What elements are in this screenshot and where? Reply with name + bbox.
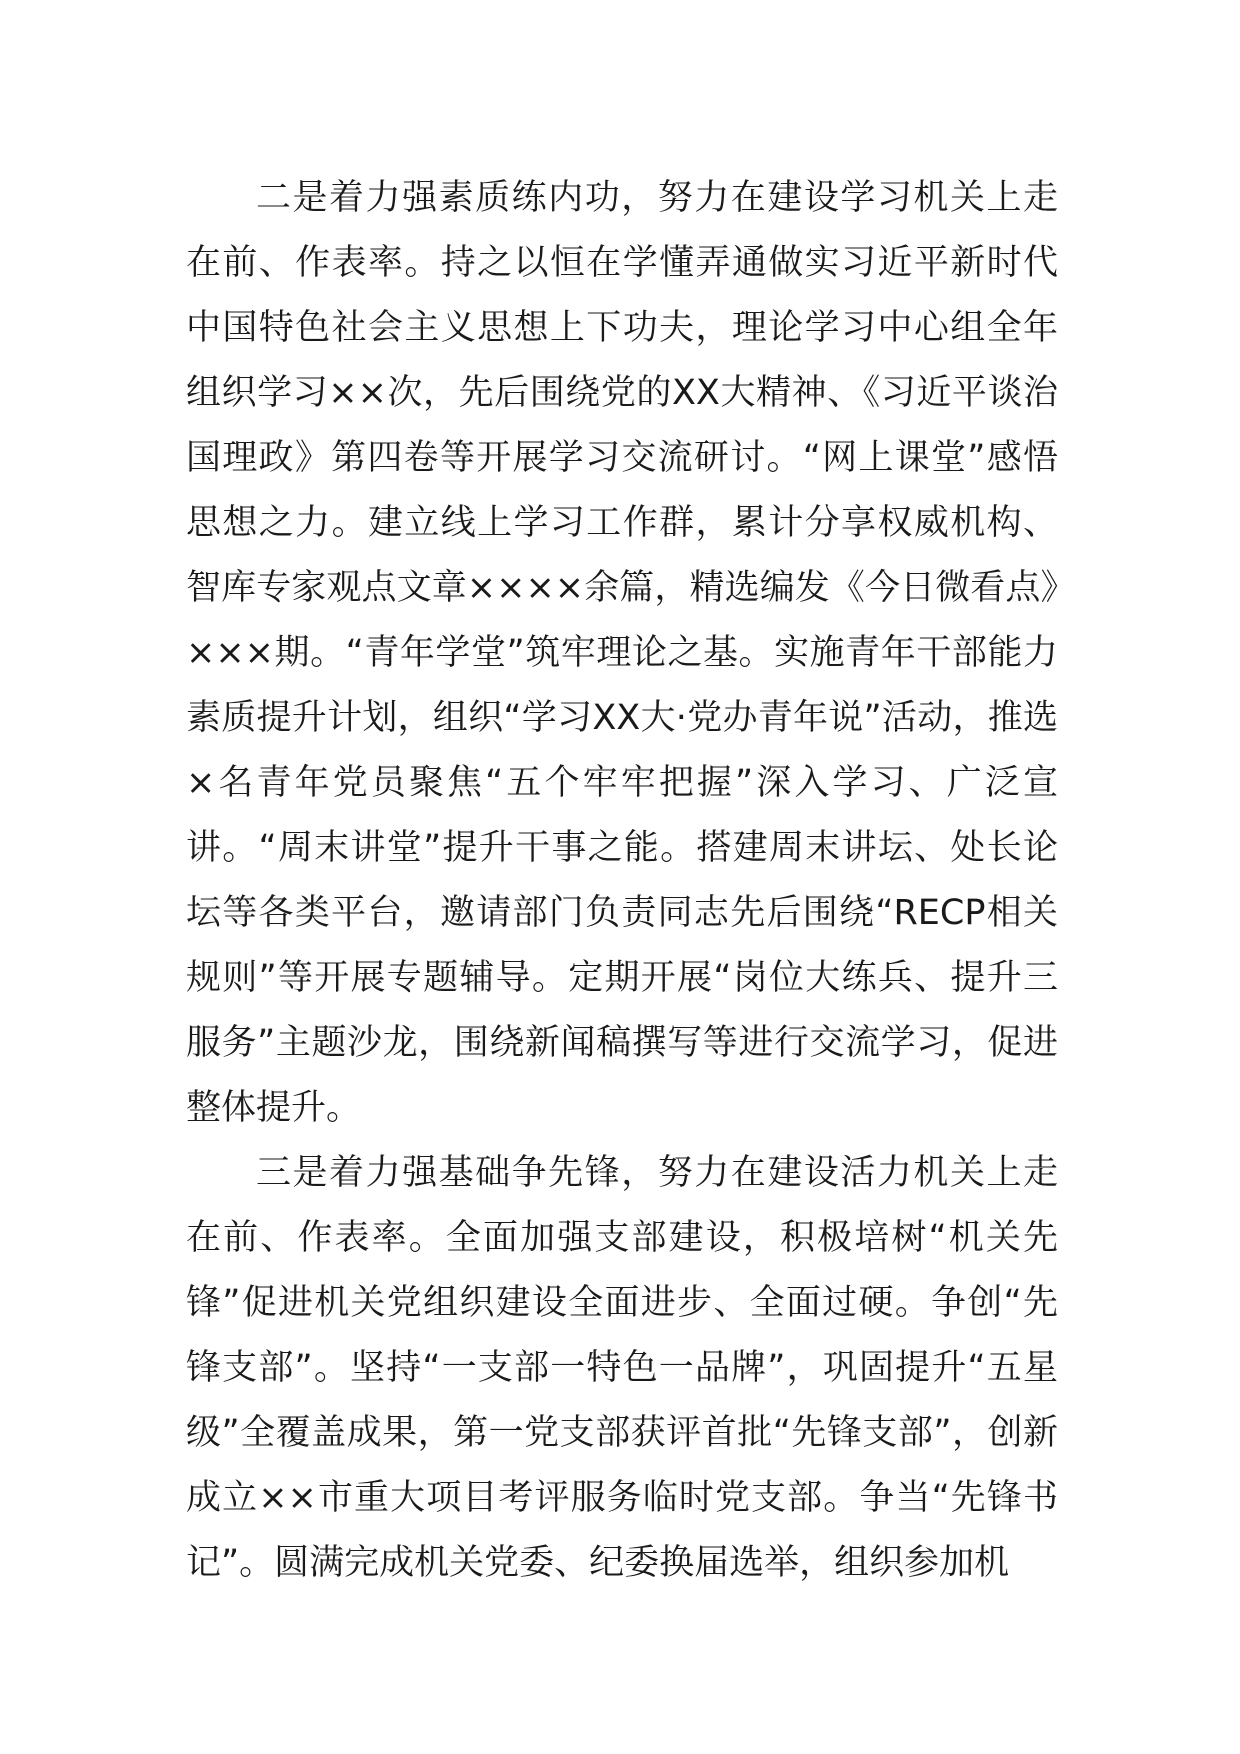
paragraph-3: 三是着力强基础争先锋，努力在建设活力机关上走在前、作表率。全面加强支部建设，积极培树“机关先锋”促进机关党组织建设全面进步、全面过硬。争创“先锋支部”。坚持“一支部一特色一品牌”，巩固提升“五星级”全覆盖成果，第一党支部获评首批“先锋支部”，创新成立××市重大项目考评服务临时党支部。争当“先锋书记”。圆满完成机关党委、纪委换届选举，组织参加机 <box>186 1153 1058 1583</box>
document-body <box>186 166 1058 1596</box>
paragraph-2: 二是着力强素质练内功，努力在建设学习机关上走在前、作表率。持之以恒在学懂弄通做实习近平新时代中国特色社会主义思想上下功夫，理论学习中心组全年组织学习××次，先后围绕党的XX大精神、《习近平谈治国理政》第四卷等开展学习交流研讨。“网上课堂”感悟思想之力。建立线上学习工作群，累计分享权威机构、智库专家观点文章××××余篇，精选编发《今日微看点》×××期。“青年学堂”筑牢理论之基。实施青年干部能力素质提升计划，组织“学习XX大·党办青年说”活动，推选×名青年党员聚焦“五个牢牢把握”深入学习、广泛宣讲。“周末讲堂”提升干事之能。搭建周末讲坛、处长论坛等各类平台，邀请部门负责同志先后围绕“RECP相关规则”等开展专题辅导。定期开展“岗位大练兵、提升三服务”主题沙龙，围绕新闻稿撰写等进行交流学习，促进整体提升。 <box>186 178 1058 1128</box>
